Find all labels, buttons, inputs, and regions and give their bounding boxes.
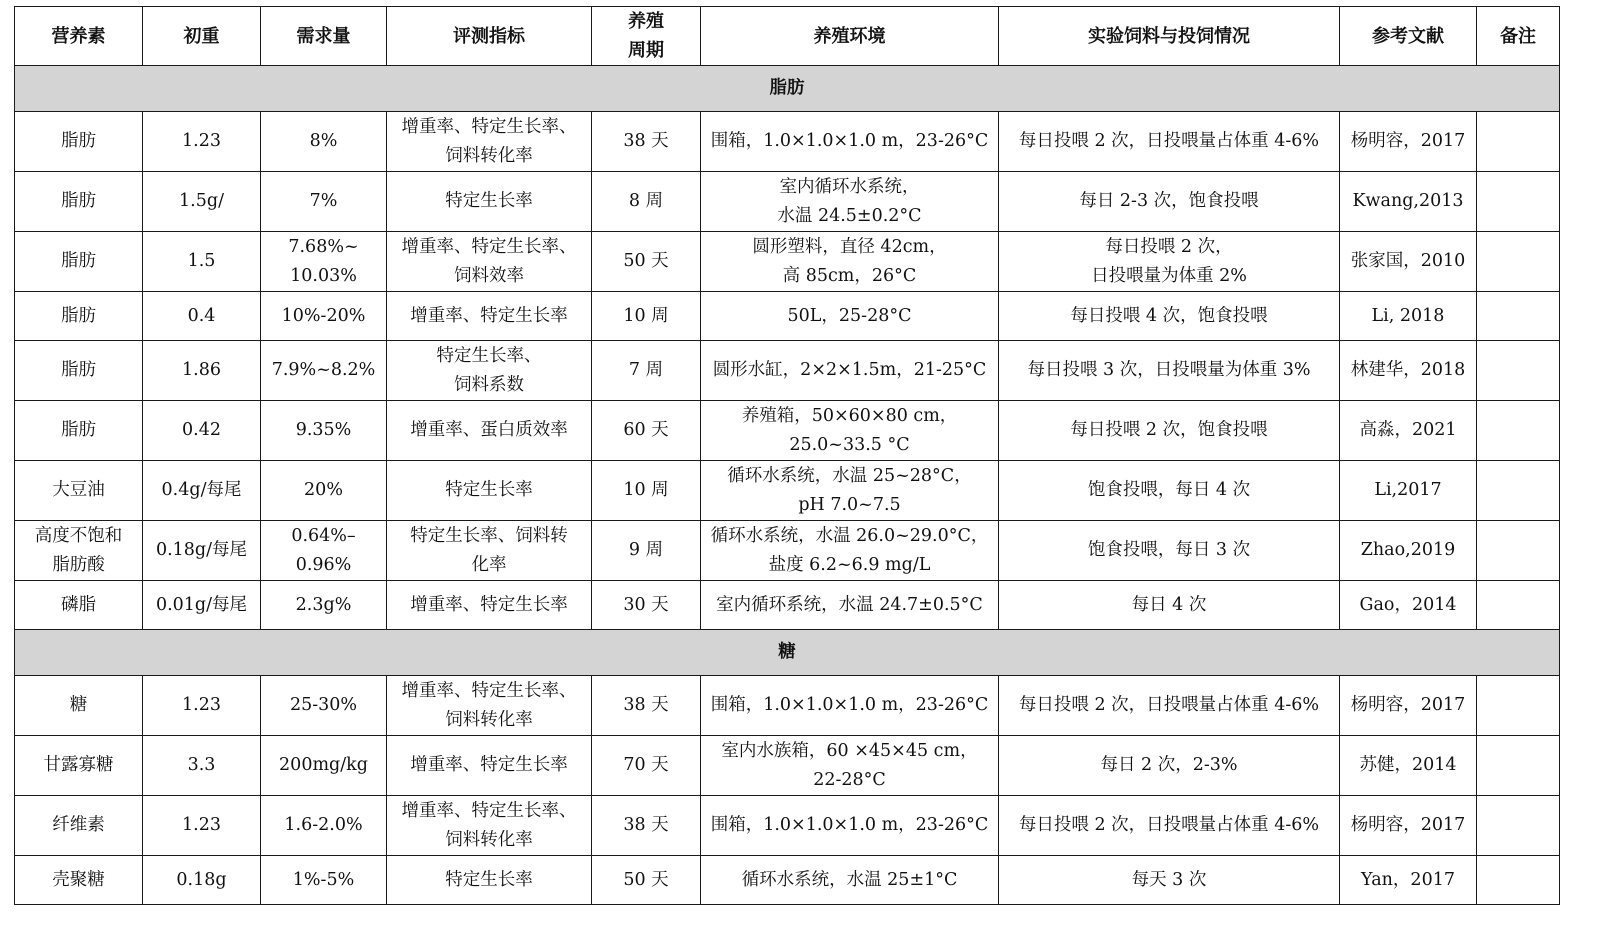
cell-initial-weight: 0.4g/每尾 [143, 461, 261, 521]
cell-feeding-regime: 每日投喂 2 次， 日投喂量为体重 2% [999, 232, 1340, 292]
cell-nutrient: 脂肪 [15, 341, 143, 401]
table-row [15, 172, 1560, 232]
cell-culture-period: 8 周 [592, 172, 701, 232]
cell-feeding-regime: 每日投喂 2 次，饱食投喂 [999, 401, 1340, 461]
cell-initial-weight: 0.18g [143, 856, 261, 905]
cell-initial-weight: 0.01g/每尾 [143, 581, 261, 630]
cell-feeding-regime: 每日 2 次，2-3% [999, 736, 1340, 796]
table-body [15, 66, 1560, 905]
cell-culture-period: 70 天 [592, 736, 701, 796]
header-reference: 参考文献 [1340, 7, 1477, 66]
cell-culture-period: 60 天 [592, 401, 701, 461]
cell-requirement: 1%-5% [261, 856, 387, 905]
cell-reference: 高淼，2021 [1340, 401, 1477, 461]
table-header [15, 7, 1560, 66]
cell-evaluation-index: 增重率、特定生长率、 饲料转化率 [387, 796, 592, 856]
cell-nutrient: 大豆油 [15, 461, 143, 521]
cell-nutrient: 脂肪 [15, 232, 143, 292]
cell-evaluation-index: 特定生长率、 饲料系数 [387, 341, 592, 401]
cell-culture-period: 38 天 [592, 676, 701, 736]
cell-initial-weight: 0.4 [143, 292, 261, 341]
section-title: 脂肪 [15, 66, 1560, 112]
cell-culture-environment: 圆形水缸，2×2×1.5m，21-25°C [701, 341, 999, 401]
cell-nutrient: 脂肪 [15, 172, 143, 232]
cell-nutrient: 壳聚糖 [15, 856, 143, 905]
cell-nutrient: 磷脂 [15, 581, 143, 630]
cell-culture-period: 10 周 [592, 461, 701, 521]
cell-remarks [1477, 521, 1560, 581]
cell-initial-weight: 1.23 [143, 112, 261, 172]
table-row [15, 736, 1560, 796]
header-nutrient: 营养素 [15, 7, 143, 66]
header-requirement: 需求量 [261, 7, 387, 66]
cell-evaluation-index: 特定生长率 [387, 856, 592, 905]
cell-reference: 杨明容，2017 [1340, 796, 1477, 856]
cell-culture-environment: 养殖箱，50×60×80 cm， 25.0~33.5 °C [701, 401, 999, 461]
cell-feeding-regime: 每日 4 次 [999, 581, 1340, 630]
cell-culture-period: 7 周 [592, 341, 701, 401]
cell-evaluation-index: 特定生长率 [387, 172, 592, 232]
cell-requirement: 20% [261, 461, 387, 521]
table-row [15, 521, 1560, 581]
cell-requirement: 7.68%~ 10.03% [261, 232, 387, 292]
cell-reference: 林建华，2018 [1340, 341, 1477, 401]
table-row [15, 341, 1560, 401]
cell-requirement: 200mg/kg [261, 736, 387, 796]
cell-remarks [1477, 112, 1560, 172]
cell-requirement: 1.6-2.0% [261, 796, 387, 856]
cell-feeding-regime: 饱食投喂，每日 3 次 [999, 521, 1340, 581]
header-culture-period: 养殖 周期 [592, 7, 701, 66]
cell-remarks [1477, 341, 1560, 401]
cell-culture-period: 10 周 [592, 292, 701, 341]
cell-culture-environment: 围箱，1.0×1.0×1.0 m，23-26°C [701, 796, 999, 856]
cell-remarks [1477, 796, 1560, 856]
cell-feeding-regime: 饱食投喂，每日 4 次 [999, 461, 1340, 521]
cell-nutrient: 甘露寡糖 [15, 736, 143, 796]
cell-remarks [1477, 856, 1560, 905]
section-row [15, 66, 1560, 112]
cell-initial-weight: 0.42 [143, 401, 261, 461]
cell-nutrient: 脂肪 [15, 401, 143, 461]
cell-feeding-regime: 每日 2-3 次，饱食投喂 [999, 172, 1340, 232]
cell-culture-period: 9 周 [592, 521, 701, 581]
cell-feeding-regime: 每日投喂 2 次，日投喂量占体重 4-6% [999, 112, 1340, 172]
cell-feeding-regime: 每日投喂 3 次，日投喂量为体重 3% [999, 341, 1340, 401]
cell-requirement: 2.3g% [261, 581, 387, 630]
cell-evaluation-index: 增重率、特定生长率 [387, 581, 592, 630]
table-row [15, 581, 1560, 630]
cell-initial-weight: 1.5g/ [143, 172, 261, 232]
cell-culture-environment: 循环水系统，水温 26.0~29.0°C， 盐度 6.2~6.9 mg/L [701, 521, 999, 581]
cell-initial-weight: 1.23 [143, 796, 261, 856]
cell-initial-weight: 1.23 [143, 676, 261, 736]
cell-reference: Li,2017 [1340, 461, 1477, 521]
table-row [15, 112, 1560, 172]
cell-reference: 杨明容，2017 [1340, 676, 1477, 736]
cell-culture-environment: 室内循环水系统， 水温 24.5±0.2°C [701, 172, 999, 232]
cell-requirement: 8% [261, 112, 387, 172]
cell-culture-period: 50 天 [592, 856, 701, 905]
cell-nutrient: 糖 [15, 676, 143, 736]
cell-culture-environment: 圆形塑料，直径 42cm， 高 85cm，26°C [701, 232, 999, 292]
cell-reference: 杨明容，2017 [1340, 112, 1477, 172]
table-row [15, 461, 1560, 521]
cell-nutrient: 脂肪 [15, 112, 143, 172]
cell-culture-period: 30 天 [592, 581, 701, 630]
cell-evaluation-index: 增重率、特定生长率、 饲料转化率 [387, 112, 592, 172]
cell-remarks [1477, 736, 1560, 796]
header-feeding-regime: 实验饲料与投饲情况 [999, 7, 1340, 66]
cell-initial-weight: 1.5 [143, 232, 261, 292]
cell-remarks [1477, 172, 1560, 232]
cell-reference: Gao，2014 [1340, 581, 1477, 630]
cell-remarks [1477, 292, 1560, 341]
cell-culture-environment: 循环水系统，水温 25~28°C， pH 7.0~7.5 [701, 461, 999, 521]
cell-reference: 张家国，2010 [1340, 232, 1477, 292]
cell-initial-weight: 3.3 [143, 736, 261, 796]
header-initial-weight: 初重 [143, 7, 261, 66]
cell-requirement: 0.64%– 0.96% [261, 521, 387, 581]
table-container [14, 6, 1560, 905]
cell-feeding-regime: 每日投喂 2 次，日投喂量占体重 4-6% [999, 676, 1340, 736]
cell-reference: Kwang,2013 [1340, 172, 1477, 232]
cell-requirement: 7.9%~8.2% [261, 341, 387, 401]
cell-requirement: 7% [261, 172, 387, 232]
section-row [15, 630, 1560, 676]
header-remarks: 备注 [1477, 7, 1560, 66]
cell-feeding-regime: 每天 3 次 [999, 856, 1340, 905]
cell-culture-environment: 围箱，1.0×1.0×1.0 m，23-26°C [701, 676, 999, 736]
table-row [15, 676, 1560, 736]
cell-culture-period: 38 天 [592, 112, 701, 172]
header-row [15, 7, 1560, 66]
cell-remarks [1477, 401, 1560, 461]
cell-reference: 苏健，2014 [1340, 736, 1477, 796]
cell-requirement: 10%-20% [261, 292, 387, 341]
header-evaluation-index: 评测指标 [387, 7, 592, 66]
cell-evaluation-index: 特定生长率 [387, 461, 592, 521]
nutrient-requirement-table [14, 6, 1560, 905]
cell-evaluation-index: 增重率、特定生长率、 饲料转化率 [387, 676, 592, 736]
cell-remarks [1477, 461, 1560, 521]
cell-evaluation-index: 增重率、特定生长率 [387, 736, 592, 796]
cell-remarks [1477, 232, 1560, 292]
cell-culture-environment: 循环水系统，水温 25±1°C [701, 856, 999, 905]
cell-initial-weight: 0.18g/每尾 [143, 521, 261, 581]
cell-nutrient: 脂肪 [15, 292, 143, 341]
cell-remarks [1477, 581, 1560, 630]
cell-evaluation-index: 特定生长率、饲料转 化率 [387, 521, 592, 581]
table-row [15, 232, 1560, 292]
table-row [15, 401, 1560, 461]
cell-reference: Yan，2017 [1340, 856, 1477, 905]
cell-feeding-regime: 每日投喂 2 次，日投喂量占体重 4-6% [999, 796, 1340, 856]
cell-culture-environment: 50L，25-28°C [701, 292, 999, 341]
cell-feeding-regime: 每日投喂 4 次，饱食投喂 [999, 292, 1340, 341]
cell-reference: Zhao,2019 [1340, 521, 1477, 581]
cell-nutrient: 高度不饱和 脂肪酸 [15, 521, 143, 581]
cell-evaluation-index: 增重率、特定生长率 [387, 292, 592, 341]
cell-culture-environment: 室内水族箱，60 ×45×45 cm， 22-28°C [701, 736, 999, 796]
table-row [15, 856, 1560, 905]
table-row [15, 292, 1560, 341]
cell-culture-period: 50 天 [592, 232, 701, 292]
cell-evaluation-index: 增重率、蛋白质效率 [387, 401, 592, 461]
cell-remarks [1477, 676, 1560, 736]
cell-culture-environment: 围箱，1.0×1.0×1.0 m，23-26°C [701, 112, 999, 172]
cell-nutrient: 纤维素 [15, 796, 143, 856]
section-title: 糖 [15, 630, 1560, 676]
cell-requirement: 25-30% [261, 676, 387, 736]
header-culture-environment: 养殖环境 [701, 7, 999, 66]
cell-reference: Li, 2018 [1340, 292, 1477, 341]
cell-culture-environment: 室内循环系统，水温 24.7±0.5°C [701, 581, 999, 630]
cell-requirement: 9.35% [261, 401, 387, 461]
cell-initial-weight: 1.86 [143, 341, 261, 401]
table-row [15, 796, 1560, 856]
cell-culture-period: 38 天 [592, 796, 701, 856]
cell-evaluation-index: 增重率、特定生长率、 饲料效率 [387, 232, 592, 292]
